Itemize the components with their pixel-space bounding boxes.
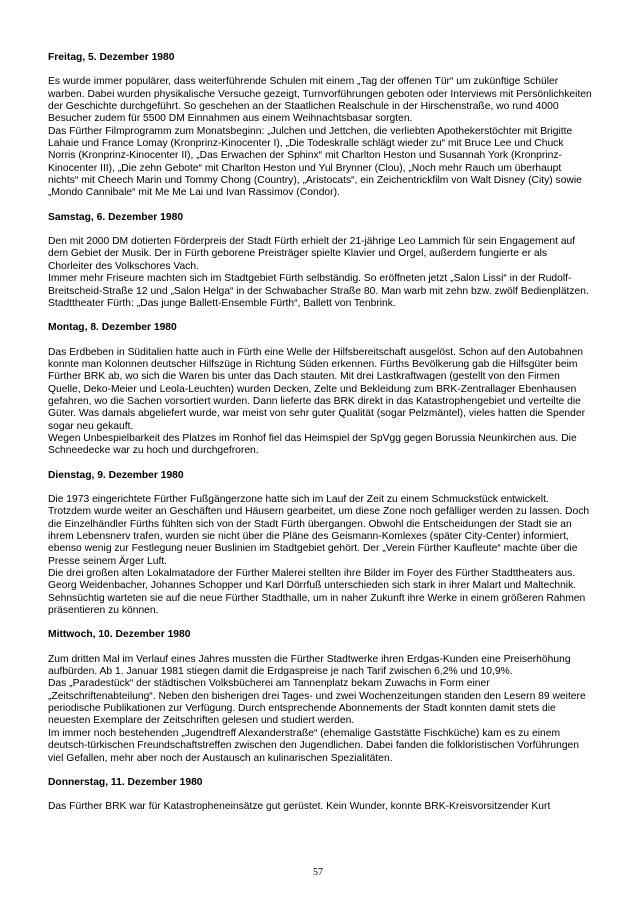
diary-entry <box>48 629 593 764</box>
entry-paragraph: Die drei großen alten Lokalmatadore der Fürther Malerei stellten ihre Bilder im Foyer des Fürther Stadttheaters aus. Georg Weidenbacher, Johannes Schopper und Karl Dörrfuß unterschieden sich stark in ihrer Malart und Maltechnik. Sehnsüchtig warteten sie auf die neue Fürther Stadthalle, um in naher Zukunft ihre Werke in einem größeren Rahmen präsentieren zu können. <box>48 568 586 617</box>
entry-paragraph: Stadttheater Fürth: „Das junge Ballett-Ensemble Fürth“, Ballett von Tenbrink. <box>48 297 396 309</box>
diary-entry <box>48 322 593 457</box>
entry-paragraph: Die 1973 eingerichtete Fürther Fußgängerzone hatte sich im Lauf der Zeit zu einem Schmuckstück entwickelt. Trotzdem wurde weiter an Geschäften und Häusern gearbeitet, um diese Zone noch gefälliger werden zu lassen. Doch die Einzelhändler Fürths fühlten sich von der Stadt Fürth übergangen. Obwohl die Entscheidungen der Stadt sie an ihrem Lebensnerv trafen, wurden sie nicht über die Pläne des Geismann-Komlexes (später City-Center) informiert, ebenso wenig zur Festlegung neuer Buslinien im Stadtgebiet gehört. Der „Verein Fürther Kaufleute“ machte über die Presse seinem Ärger Luft. <box>48 493 590 567</box>
entry-paragraph: Das Fürther BRK war für Katastropheneinsätze gut gerüstet. Kein Wunder, konnte BRK-Kreisvorsitzender Kurt <box>48 801 551 813</box>
entry-paragraph: Es wurde immer populärer, dass weiterführende Schulen mit einem „Tag der offenen Tür“ um zukünftige Schüler warben. Dabei wurden physikalische Versuche gezeigt, Turnvorführungen geboten oder Interviews mit Persönlichkeiten der Geschichte durchgeführt. So geschehen an der Staatlichen Realschule in der Hirschenstraße, wo rund 4000 Besucher zudem für 5500 DM Einnahmen aus einem Weihnachtsbasar sorgten. <box>48 76 592 125</box>
entry-date-heading: Freitag, 5. Dezember 1980 <box>48 52 175 63</box>
diary-entry <box>48 212 593 310</box>
entry-paragraph: Das Erdbeben in Süditalien hatte auch in Fürth eine Welle der Hilfsbereitschaft ausgelöst. Schon auf den Autobahnen konnte man Kolonnen deutscher Hilfszüge in Richtung Süden erkennen. Fürths Bevölkerung gab die Hilfsgüter beim Fürther BRK ab, wo sich die Waren bis unter das Dach stauten. Mit drei Lastkraftwagen (gestellt von den Firmen Quelle, Deko-Meier und Leola-Leuchten) wurden Decken, Zelte und Bekleidung zum BRK-Zentrallager Ebenhausen gefahren, wo die Sachen vorsortiert wurden. Dann lieferte das BRK direkt in das Katastrophengebiet und verteilte die Güter. Was damals abgeliefert wurde, war meist von sehr guter Qualität (sogar Pelzmäntel), vieles hatten die Spender sogar neu gekauft. <box>48 346 586 432</box>
entry-date-heading: Mittwoch, 10. Dezember 1980 <box>48 629 191 641</box>
diary-entry <box>48 52 593 200</box>
diary-entry <box>48 777 593 814</box>
document-page <box>48 52 593 814</box>
entry-paragraph: Den mit 2000 DM dotierten Förderpreis der Stadt Fürth erhielt der 21-jährige Leo Lammich für sein Engagement auf dem Gebiet der Musik. Der in Fürth geborene Preisträger spielte Klavier und Orgel, außerdem fungierte er als Chorleiter des Volkschores Vach. <box>48 236 576 272</box>
diary-entry <box>48 470 593 618</box>
entry-date-heading: Samstag, 6. Dezember 1980 <box>48 211 184 223</box>
entry-paragraph: Immer mehr Friseure machten sich im Stadtgebiet Fürth selbständig. So eröffneten jetzt „Salon Lissi“ in der Rudolf-Breitscheid-Straße 12 und „Salon Helga“ in der Schwabacher Straße 80. Man warb mit zehn bzw. zwölf Bedienplätzen. <box>48 273 589 297</box>
page-number: 57 <box>313 867 323 878</box>
entry-paragraph: Zum dritten Mal im Verlauf eines Jahres mussten die Fürther Stadtwerke ihren Erdgas-Kunden eine Preiserhöhung aufbürden. Ab 1. Januar 1981 stiegen damit die Erdgaspreise je nach Tarif zwischen 6,2% und 10,9%. <box>48 653 571 678</box>
entry-date-heading: Donnerstag, 11. Dezember 1980 <box>48 776 203 788</box>
entry-paragraph: Wegen Unbespielbarkeit des Platzes im Ronhof fiel das Heimspiel der SpVgg gegen Borussia Neunkirchen aus. Die Schneedecke war zu hoch und durchgefroren. <box>48 432 577 457</box>
entry-paragraph: Das „Paradestück“ der städtischen Volksbücherei am Tannenplatz bekam Zuwachs in Form einer „Zeitschriftenabteilung“. Neben den bisherigen drei Tages- und zwei Wochenzeitungen standen den Lesern 89 weitere periodische Publikationen zur Verfügung. Durch entsprechende Abonnements der Stadt konnten damit stets die neuesten Exemplare der Zeitschriften gelesen und studiert werden. <box>48 678 586 727</box>
entry-date-heading: Montag, 8. Dezember 1980 <box>48 322 177 334</box>
entry-paragraph: Das Fürther Filmprogramm zum Monatsbeginn: „Julchen und Jettchen, die verliebten Apothekerstöchter mit Brigitte Lahaie und France Lomay (Kronprinz-Kinocenter I), „Die Todeskralle schlägt wieder zu“ mit Bruce Lee und Chuck Norris (Kronprinz-Kinocenter II), „Das Erwachen der Sphinx“ mit Charlton Heston und Susannah York (Kronprinz-Kinocenter III), „Die zehn Gebote“ mit Charlton Heston und Yul Brynner (Clou), „Noch mehr Rauch um überhaupt nichts“ mit Cheech Marin und Tommy Chong (Country), „Aristocats“, ein Zeichentrickfilm von Walt Disney (City) sowie „Mondo Cannibale“ mit Me Me Lai und Ivan Rassimov (Condor). <box>48 125 582 199</box>
entry-paragraph: Im immer noch bestehenden „Jugendtreff Alexanderstraße“ (ehemalige Gaststätte Fischküche) kam es zu einem deutsch-türkischen Freundschaftstreffen zwischen den Jugendlichen. Dabei fanden die folkloristischen Vorführungen viel Gefallen, mehr aber noch der Austausch an kulinarischen Spezialitäten. <box>48 727 579 764</box>
entry-date-heading: Dienstag, 9. Dezember 1980 <box>48 469 184 481</box>
